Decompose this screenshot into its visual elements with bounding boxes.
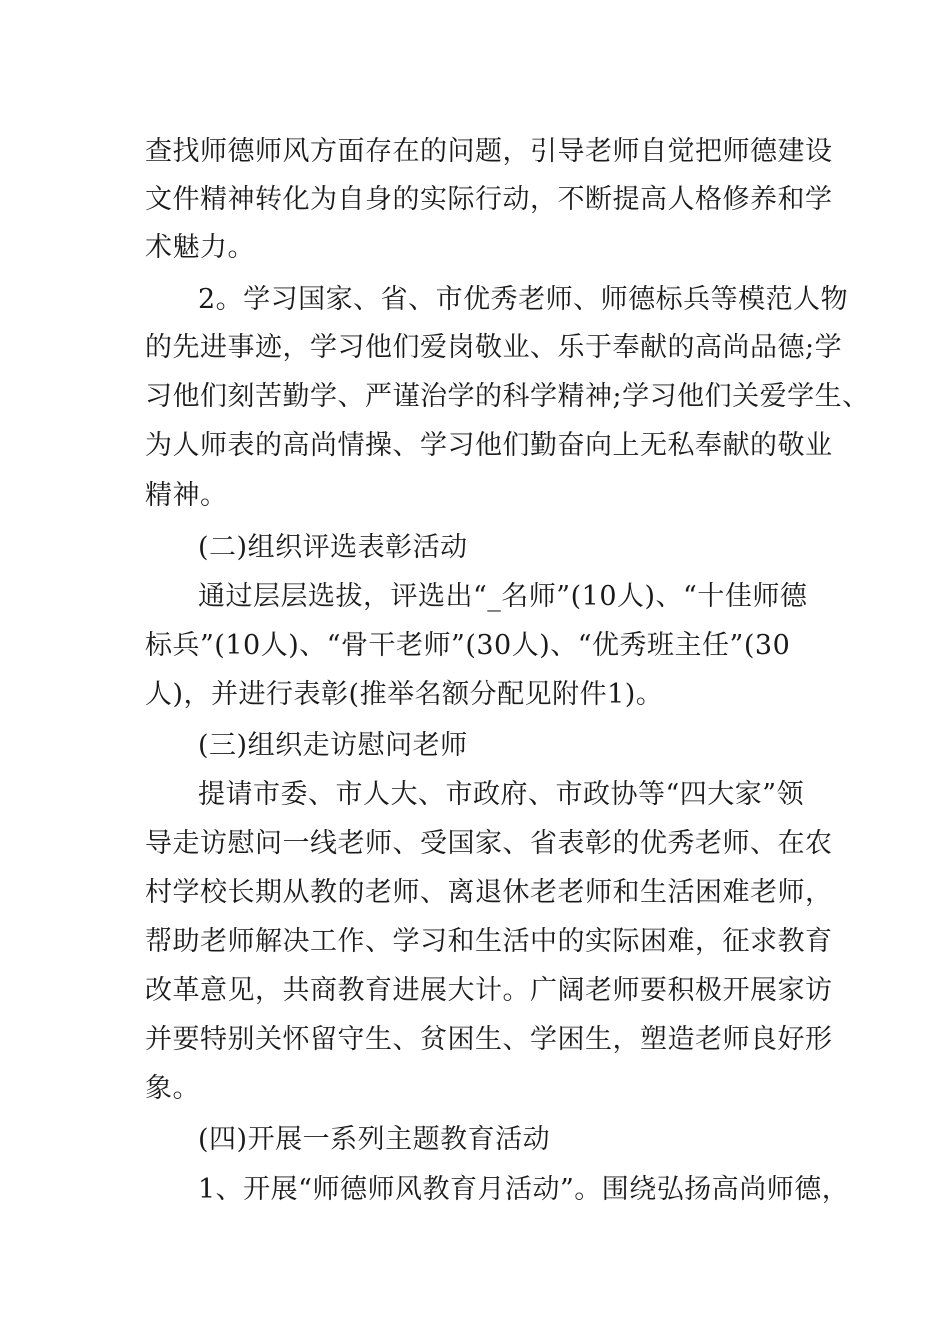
text-line: 术魅力。 — [145, 232, 255, 263]
text-line: 帮助老师解决工作、学习和生活中的实际困难，征求教育 — [145, 926, 833, 957]
text-line: 文件精神转化为自身的实际行动，不断提高人格修养和学 — [145, 184, 833, 215]
text-line: 2。学习国家、省、市优秀老师、师德标兵等模范人物 — [198, 284, 849, 315]
text-line: 查找师德师风方面存在的问题，引导老师自觉把师德建设 — [145, 136, 833, 167]
text-line: 1、开展“师德师风教育月活动”。围绕弘扬高尚师德， — [198, 1174, 850, 1205]
text-line: 村学校长期从教的老师、离退休老老师和生活困难老师， — [145, 877, 833, 908]
text-line: 的先进事迹，学习他们爱岗敬业、乐于奉献的高尚品德;学 — [145, 332, 843, 363]
section-heading: (三)组织走访慰问老师 — [198, 730, 468, 761]
text-line: 并要特别关怀留守生、贫困生、学困生，塑造老师良好形 — [145, 1024, 833, 1055]
text-line: 象。 — [145, 1073, 200, 1104]
section-heading: (二)组织评选表彰活动 — [198, 532, 468, 563]
text-line: 提请市委、市人大、市政府、市政协等“四大家”领 — [198, 779, 805, 810]
text-line: 标兵”(10人)、“骨干老师”(30人)、“优秀班主任”(30 — [145, 630, 791, 661]
text-line: 人)，并进行表彰(推举名额分配见附件1)。 — [145, 679, 664, 710]
text-line: 改革意见，共商教育进展大计。广阔老师要积极开展家访 — [145, 975, 833, 1006]
text-line: 精神。 — [145, 480, 228, 511]
text-line: 通过层层选拔，评选出“_名师”(10人)、“十佳师德 — [198, 581, 808, 612]
text-line: 为人师表的高尚情操、学习他们勤奋向上无私奉献的敬业 — [145, 430, 833, 461]
text-line: 导走访慰问一线老师、受国家、省表彰的优秀老师、在农 — [145, 828, 833, 859]
text-line: 习他们刻苦勤学、严谨治学的科学精神;学习他们关爱学生、 — [145, 381, 870, 412]
section-heading: (四)开展一系列主题教育活动 — [198, 1124, 551, 1155]
